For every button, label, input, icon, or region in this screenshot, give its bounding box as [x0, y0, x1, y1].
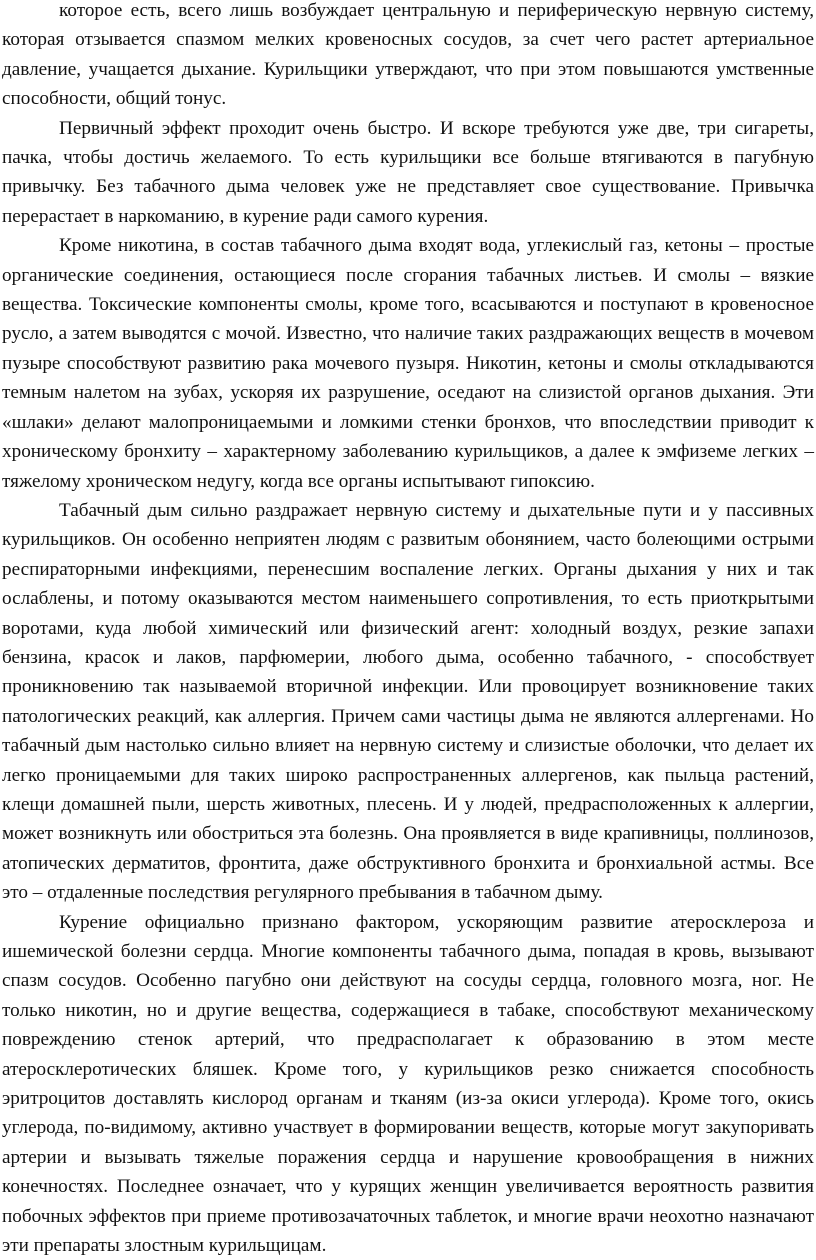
paragraph-smoke-composition: Кроме никотина, в состав табачного дыма входят вода, углекислый газ, кетоны – простые органические соединения, остающиеся после сгорания табачных листьев. И смолы – вязкие вещества. Токсические компоненты смолы, кроме того, всасываются и поступают в кровеносное русло, а затем выводятся с мочой. Известно, что наличие таких раздражающих веществ в мочевом пузыре способствуют развитию рака мочевого пузыря. Никотин, кетоны и смолы откладываются темным налетом на зубах, ускоряя их разрушение, оседают на слизистой органов дыхания. Эти «шлаки» делают малопроницаемыми и ломкими стенки бронхов, что впоследствии приводит к хроническому бронхиту – характерному заболеванию курильщиков, а далее к эмфиземе легких – тяжелому хроническом недугу, когда все органы испытывают гипоксию. [2, 235, 814, 492]
paragraph-atherosclerosis: Курение официально признано фактором, ускоряющим развитие атеросклероза и ишемической болезни сердца. Многие компоненты табачного дыма, попадая в кровь, вызывают спазм сосудов. Особенно пагубно они действуют на сосуды сердца, головного мозга, ног. Не только никотин, но и другие вещества, содержащиеся в табаке, способствуют механическому повреждению стенок артерий, что предрасполагает к образованию в этом месте атеросклеротических бляшек. Кроме того, у курильщиков резко снижается способность эритроцитов доставлять кислород органам и тканям (из-за окиси углерода). Кроме того, окись углерода, по-видимому, активно участвует в формировании веществ, которые могут закупоривать артерии и вызывать тяжелые поражения сердца и нарушение кровообращения в нижних конечностях. Последнее означает, что у курящих женщин увеличивается вероятность развития побочных эффектов при приеме противозачаточных таблеток, и многие врачи неохотно назначают эти препараты злостным курильщицам. [2, 911, 814, 1257]
paragraph-first-effect: Первичный эффект проходит очень быстро. И вскоре требуются уже две, три сигареты, пачка, чтобы достичь желаемого. То есть курильщики все больше втягиваются в пагубную привычку. Без табачного дыма человек уже не представляет свое существование. Привычка перерастает в наркоманию, в курение ради самого курения. [2, 117, 814, 227]
paragraph-continuation: которое есть, всего лишь возбуждает центральную и периферическую нервную систему, которая отзывается спазмом мелких кровеносных сосудов, за счет чего растет артериальное давление, учащается дыхание. Курильщики утверждают, что при этом повышаются умственные способности, общий тонус. [2, 0, 814, 110]
document-body [2, 0, 814, 1260]
paragraph-passive-smokers: Табачный дым сильно раздражает нервную систему и дыхательные пути и у пассивных курильщиков. Он особенно неприятен людям с развитым обонянием, часто болеющими острыми респираторными инфекциями, перенесшим воспаление легких. Органы дыхания у них и так ослаблены, и потому оказываются местом наименьшего сопротивления, то есть приоткрытыми воротами, куда любой химический или физический агент: холодный воздух, резкие запахи бензина, красок и лаков, парфюмерии, любого дыма, особенно табачного, - способствует проникновению так называемой вторичной инфекции. Или провоцирует возникновение таких патологических реакций, как аллергия. Причем сами частицы дыма не являются аллергенами. Но табачный дым настолько сильно влияет на нервную систему и слизистые оболочки, что делает их легко проницаемыми для таких широко распространенных аллергенов, как пыльца растений, клещи домашней пыли, шерсть животных, плесень. И у людей, предрасположенных к аллергии, может возникнуть или обостриться эта болезнь. Она проявляется в виде крапивницы, поллинозов, атопических дерматитов, фронтита, даже обструктивного бронхита и бронхиальной астмы. Все это – отдаленные последствия регулярного пребывания в табачном дыму. [2, 499, 814, 904]
